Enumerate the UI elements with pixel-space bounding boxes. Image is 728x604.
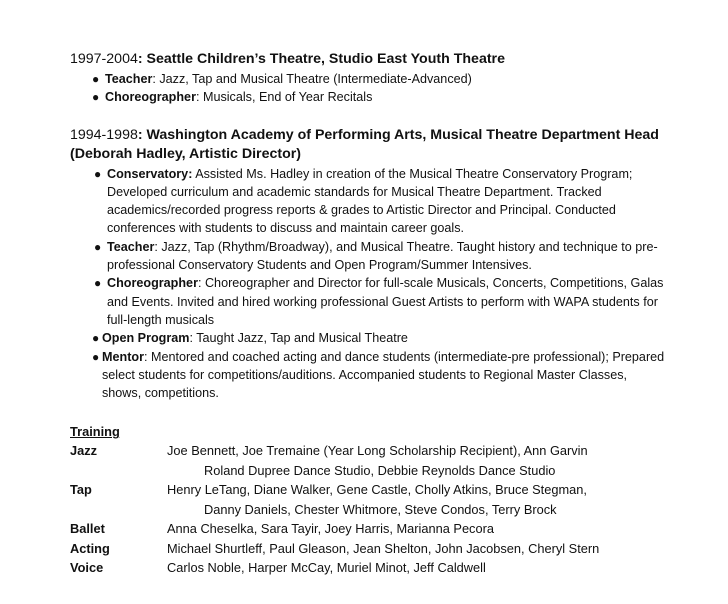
role-description: Assisted Ms. Hadley in creation of the Musical Theatre Conservatory Program; Developed curriculum and academic standards for Musical Theatre Department. Tracked academics/recorded progress reports & grades to Artistic Director and Principal. Conducted conferences with students to discuss and maintain career goals. xyxy=(107,166,633,236)
list-item xyxy=(92,329,667,347)
training-category: Tap xyxy=(70,482,92,498)
bullet-icon: ● xyxy=(94,239,102,254)
training-instructors xyxy=(167,558,690,578)
training-category: Acting xyxy=(70,540,110,556)
training-instructors xyxy=(167,441,690,480)
list-item xyxy=(94,165,667,238)
training-section xyxy=(70,422,690,578)
instructor-line: Danny Daniels, Chester Whitmore, Steve Condos, Terry Brock xyxy=(204,501,557,517)
bullet-list xyxy=(92,70,690,107)
resume-document xyxy=(70,50,690,578)
section-years: 1994-1998 xyxy=(70,126,138,143)
role-label: Conservatory: xyxy=(107,166,193,181)
bullet-icon: ● xyxy=(92,90,100,105)
instructor-line: Michael Shurtleff, Paul Gleason, Jean Shelton, John Jacobsen, Cheryl Stern xyxy=(167,540,600,556)
bullet-icon: ● xyxy=(92,331,100,346)
instructor-line: Anna Cheselka, Sara Tayir, Joey Harris, Marianna Pecora xyxy=(167,521,494,537)
instructor-line: Henry LeTang, Diane Walker, Gene Castle, Cholly Atkins, Bruce Stegman, xyxy=(167,482,587,498)
bullet-list xyxy=(92,165,667,403)
list-item xyxy=(94,238,667,275)
training-instructors xyxy=(167,519,690,539)
bullet-icon: ● xyxy=(92,72,100,86)
training-row xyxy=(70,480,690,519)
role-description: : Mentored and coached acting and dance students (intermediate-pre professional); Prepared select students for competitions/auditions. Accompanied students to Regional Master Classes, shows, competitions. xyxy=(102,349,665,401)
instructor-line: Carlos Noble, Harper McCay, Muriel Minot, Jeff Caldwell xyxy=(167,560,486,576)
role-label: Mentor xyxy=(102,349,144,364)
list-item xyxy=(94,274,667,329)
training-row xyxy=(70,441,690,480)
experience-section-2 xyxy=(70,126,690,403)
experience-section-1 xyxy=(70,50,690,107)
instructor-line: Roland Dupree Dance Studio, Debbie Reynolds Dance Studio xyxy=(204,462,556,478)
training-category: Voice xyxy=(70,560,104,576)
role-description: : Choreographer and Director for full-scale Musicals, Concerts, Competitions, Galas and Events. Invited and hired working professional Guest Artists to perform with WAPA students for full-length musicals xyxy=(107,276,664,327)
role-description: : Musicals, End of Year Recitals xyxy=(195,90,373,105)
role-label: Open Program xyxy=(102,331,190,346)
role-label: Choreographer xyxy=(107,276,198,291)
list-item xyxy=(92,70,690,88)
training-category: Jazz xyxy=(70,443,98,459)
bullet-icon: ● xyxy=(94,276,102,291)
training-instructors xyxy=(167,539,690,559)
training-instructors xyxy=(167,480,690,519)
section-years: 1997-2004 xyxy=(70,51,138,67)
list-item xyxy=(92,88,690,106)
section-separator: : xyxy=(137,51,147,67)
role-label: Teacher xyxy=(105,72,153,86)
role-label: Teacher xyxy=(107,239,155,254)
section-heading xyxy=(70,50,690,69)
training-title: Training xyxy=(70,424,120,440)
training-category: Ballet xyxy=(70,521,105,537)
role-description: : Jazz, Tap (Rhythm/Broadway), and Musical Theatre. Taught history and technique to pre-professional Conservatory Students and Open Program/Summer Intensives. xyxy=(107,239,658,273)
role-description: : Taught Jazz, Tap and Musical Theatre xyxy=(189,331,408,346)
training-row xyxy=(70,539,690,559)
section-organization: Seattle Children’s Theatre, Studio East Youth Theatre xyxy=(146,51,505,67)
list-item xyxy=(92,348,667,403)
role-label: Choreographer xyxy=(105,90,196,105)
section-heading xyxy=(70,126,690,164)
training-row xyxy=(70,558,690,578)
instructor-line: Joe Bennett, Joe Tremaine (Year Long Scholarship Recipient), Ann Garvin xyxy=(167,443,588,459)
bullet-icon: ● xyxy=(94,166,102,181)
role-description: : Jazz, Tap and Musical Theatre (Intermediate-Advanced) xyxy=(152,72,472,86)
section-separator: : xyxy=(137,126,147,143)
section-organization: Washington Academy of Performing Arts, Musical Theatre Department Head (Deborah Hadley, Artistic Director) xyxy=(70,126,659,162)
training-row xyxy=(70,519,690,539)
bullet-icon: ● xyxy=(92,349,100,364)
